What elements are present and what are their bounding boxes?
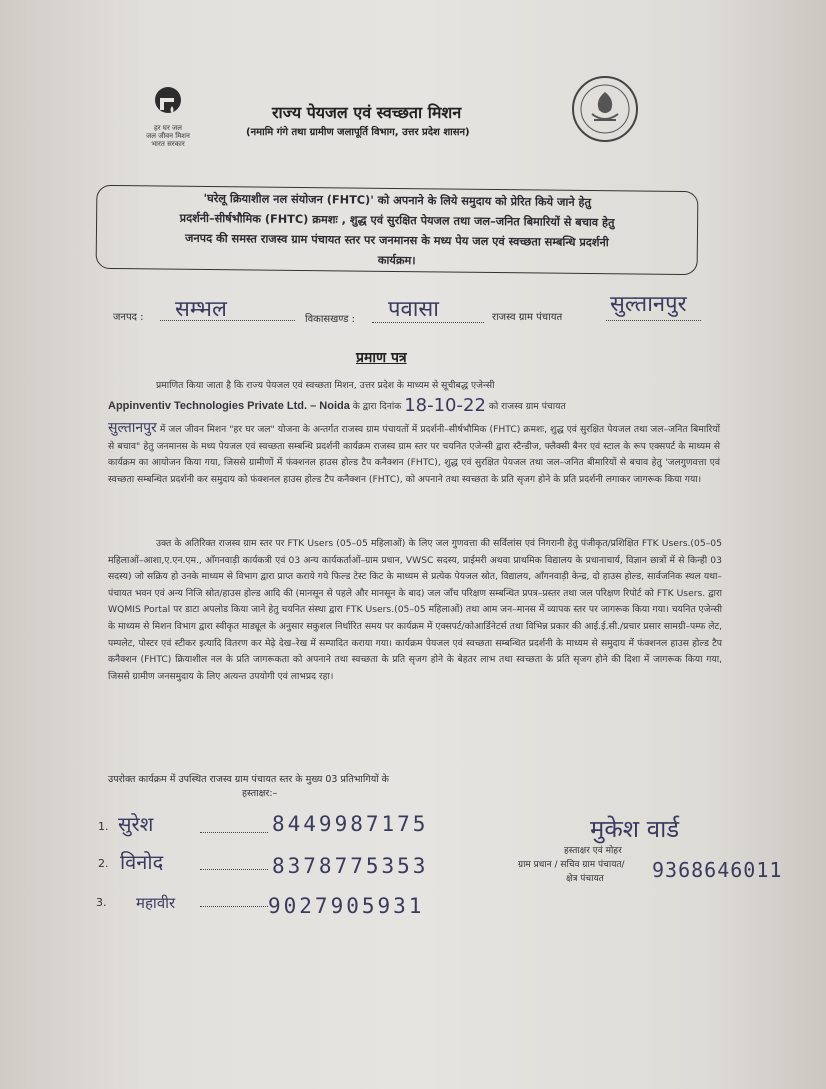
participant-phone: 8449987175: [272, 812, 429, 836]
stamp-caption: हस्ताक्षर एवं मोहर: [564, 846, 622, 856]
district-value: सम्भल: [175, 297, 227, 322]
signature-dotted-line: [200, 906, 268, 907]
participant-signature: महावीर: [136, 894, 176, 912]
participant-signature: सुरेश: [118, 812, 154, 836]
paragraph-1-text: में जल जीवन मिशन "हर घर जल" योजना के अन्तर्गत राजस्व ग्राम पंचायतों में प्रदर्शनी–सीर्षभौमिक (FHTC) क्रमशः, शुद्ध एवं सुरक्षित पेयजल तथा जल–जनित बिमारियों से बचाव" हेतु जनमानस के मध्य पेयजल एवं स्वच्छता सम्बन्धि प्रदर्शनी कार्यक्रम राजस्व ग्राम स्तर पर चयनित एजेन्सी द्वारा स्टैन्डीज, फ्लैक्सी बैनर एवं स्टाल के रूप एक्सपर्ट के माध्यम से कार्यक्रम का आयोजन किया गया, जिससे ग्रामीणों में फंक्शनल हाउस होल्ड टैप कनैक्शन (FHTC), शुद्ध एवं सुरक्षित पेयजल तथा जल–जनित बीमारियों से बचाव हेतु 'जलगुणवत्ता एवं स्वच्छता सम्बन्धित प्रदर्शनी कर समुदाय को फंक्शनल हाउस होल्ड टैप कनैक्शन (FHTC), को अपनाने तथा स्वच्छता के प्रति सृजग होने के प्रति प्रदर्शनी लगाकर जागरूक किया गया।: [108, 424, 721, 485]
subject-line: प्रदर्शनी–सीर्षभौमिक (FHTC) क्रमशः , शुद्ध एवं सुरक्षित पेयजल तथा जल–जनित बिमारियों से बचाव हेतु: [179, 211, 615, 230]
agency-name: Appinventiv Technologies Private Ltd. – Noida: [108, 400, 350, 412]
program-date: 18-10-22: [404, 395, 486, 416]
participant-number: 3.: [96, 896, 107, 909]
participant-phone: 8378775353: [272, 854, 429, 878]
paragraph-1-company-line: [108, 396, 720, 416]
paragraph-1-body: [108, 420, 720, 488]
certificate-title: प्रमाण पत्र: [356, 350, 407, 366]
paragraph-1-intro: [108, 378, 720, 395]
block-label: विकासखण्ड :: [305, 314, 356, 325]
participant-signature: विनोद: [120, 850, 164, 874]
pradhan-caption: ग्राम प्रधान / सचिव ग्राम पंचायत/: [518, 860, 625, 870]
paragraph-1-text: प्रमाणित किया जाता है कि राज्य पेयजल एवं स्वच्छता मिशन, उत्तर प्रदेश के माध्यम से सूचीबद्ध एजेन्सी: [156, 380, 495, 391]
panchayat-handwritten: सुल्तानपुर: [108, 420, 157, 436]
logo-text-line: जल जीवन मिशन: [146, 132, 190, 140]
pradhan-phone: 9368646011: [652, 858, 783, 882]
up-government-seal: [570, 74, 640, 148]
block-value: पवासा: [388, 297, 439, 322]
panchayat-value: सुल्तानपुर: [610, 292, 687, 317]
subject-line: कार्यक्रम।: [377, 253, 416, 268]
paragraph-2: उक्त के अतिरिक्त राजस्व ग्राम स्तर पर FTK Users (05–05 महिलाओं) के लिए जल गुणवत्ता की सर्विलांस एवं निगरानी हेतु पंजीकृत/प्रशिक्षित FTK Users.(05–05 महिलाओं–आशा,ए.एन.एम., आँगनवाड़ी कार्यकत्री एवं 03 अन्य कार्यकर्ताओं–ग्राम प्रधान, VWSC सदस्य, प्राईमरी अथवा प्राथमिक विद्यालय के प्रधानाचार्य, विज्ञान छात्रों में से किन्ही 03 सदस्य) जो सक्रिय हो उनके माध्यम से विभाग द्वारा प्राप्त कराये गये फिल्ड टेस्ट किट के माध्यम से प्रत्येक पेयजल स्रोत, विद्यालय, आँगनवाड़ी केन्द्र, दो हाउस होल्ड, सार्वजनिक स्थल यथा–पंचायत भवन एवं अन्य निजि स्रोत/हाउस होल्ड आदि की (मानसून से पहले और मानसून के बाद) जल जाँच परिक्षण सम्बन्धित प्रपत्र–प्रस्तर तथा जल परिक्षण रिपोर्ट को FTK Users. द्वारा WQMIS Portal पर डाटा अपलोड किया जाने हेतु चयनित संस्था द्वारा FTK Users.(05–05 महिलाओं) तथा आम जन–मानस में व्यापक स्तर पर जागरूक किया गया। चयनित एजेन्सी के माध्यम से मिशन विभाग द्वारा स्वीकृत माड्यूल के अनुसार सकुशल निर्धारित समय पर कार्यक्रम में एक्सपर्ट/कोआर्डिनेटर्स तथा विभिन्न प्रकार की आई.ई.सी./प्रचार प्रसार सामग्री–पम्फ लेट, पम्पलेट, पोस्टर एवं स्टीकर इत्यादि वितरण कर मेढ़े देख–रेख में सम्पादित कराया गया। कार्यक्रम पेयजल एवं स्वच्छता सम्बन्धित प्रदर्शनी के माध्यम से समुदाय में फंक्शनल हाउस होल्ड टैप कनैक्शन (FHTC) क्रियाशील नल के प्रति जागरूकता को अपनाने तथा स्वच्छता के प्रति सृजग होने के बेहतर लाभ तथा स्वच्छता के प्रति सृजग होने की दिशा में जागरूक किया गया, जिससे ग्रामीण जनसमुदाय के लिए अत्यन्त उपयोगी एवं लाभप्रद रहा।: [108, 538, 722, 682]
date-suffix: को राजस्व ग्राम पंचायत: [488, 401, 566, 412]
state-emblem-icon: [570, 74, 640, 144]
pradhan-signature: मुकेश वार्ड: [590, 815, 680, 843]
subject-line: 'घरेलू क्रियाशील नल संयोजन (FHTC)' को अपनाने के लिये समुदाय को प्रेरित किये जाने हेतु: [203, 191, 592, 210]
district-label: जनपद :: [113, 312, 144, 323]
water-tap-icon: [151, 84, 185, 124]
logo-text-line: भारत सरकार: [151, 140, 185, 148]
signature-dotted-line: [200, 869, 268, 870]
mission-subtitle: (नमामि गंगे तथा ग्रामीण जलापूर्ति विभाग, उत्तर प्रदेश शासन): [246, 127, 470, 138]
signature-dotted-line: [200, 832, 268, 833]
participant-number: 1.: [98, 820, 109, 833]
participant-number: 2.: [98, 857, 109, 870]
subject-box: [96, 185, 699, 275]
panchayat-caption: क्षेत्र पंचायत: [566, 874, 604, 884]
har-ghar-jal-logo: [138, 84, 198, 148]
mission-title: राज्य पेयजल एवं स्वच्छता मिशन: [272, 103, 462, 122]
logo-text-line: हर घर जल: [154, 124, 182, 132]
panchayat-label: राजस्व ग्राम पंचायत: [492, 312, 563, 323]
date-prefix: के द्वारा दिनांक: [352, 401, 402, 412]
participants-intro: उपरोक्त कार्यक्रम में उपस्थित राजस्व ग्राम पंचायत स्तर के मुख्य 03 प्रतिभागियों के: [108, 774, 389, 785]
participant-phone: 9027905931: [268, 894, 425, 918]
participants-signature-label: हस्ताक्षर:–: [242, 788, 278, 799]
panchayat-dotted-line: [606, 320, 701, 321]
subject-line: जनपद की समस्त राजस्व ग्राम पंचायत स्तर पर जनमानस के मध्य पेय जल एवं स्वच्छता सम्बन्धि प्रदर्शनी: [184, 231, 609, 250]
